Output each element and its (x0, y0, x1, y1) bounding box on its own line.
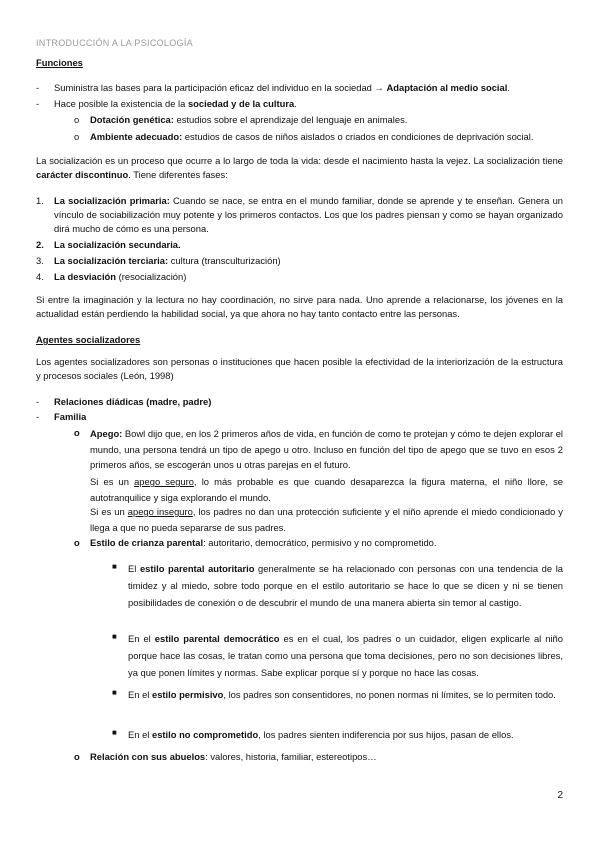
crianza-item: Estilo de crianza parental: autoritario, democrático, permisivo y no comprometido. (90, 537, 437, 548)
bullet-dash: - (36, 98, 40, 109)
style-democratic: En el estilo parental democrático es en el cual, los padres o un cuidador, eligen explicarle al niño porque hace las cosas, le tratan como una persona que toma decisiones, pero no son decisiones libres, ya que ponen límites y normas. Sabe explicar porque sí y porque no hace las cosas. (128, 633, 563, 678)
bullet-circle: o (74, 751, 80, 762)
phase-number: 1. (36, 195, 44, 206)
page-header: INTRODUCCIÓN A LA PSICOLOGÍA (36, 38, 193, 48)
bullet-dash: - (36, 82, 40, 93)
page-number: 2 (557, 790, 563, 801)
section-heading-agentes: Agentes socializadores (36, 334, 141, 345)
bullet-circle: o (74, 131, 80, 142)
agentes-dash-1: Relaciones diádicas (madre, padre) (54, 396, 212, 407)
bullet-square: ■ (112, 632, 117, 641)
funciones-item-2: Hace posible la existencia de la sociedad y de la cultura. (54, 98, 297, 109)
phase-number: 3. (36, 255, 44, 266)
style-permissive: En el estilo permisivo, los padres son consentidores, no ponen normas ni límites, se lo permiten todo. (128, 689, 556, 700)
style-uncommitted: En el estilo no comprometido, los padres sienten indiferencia por sus hijos, pasan de ellos. (128, 729, 514, 740)
imagination-paragraph: Si entre la imaginación y la lectura no hay coordinación, no sirve para nada. Uno aprende a relacionarse, los jóvenes en la actualidad están perdiendo la habilidad social, ya que ahora no hay tanto contacto entre las personas. (36, 294, 563, 319)
bullet-dash: - (36, 396, 40, 407)
style-authoritarian: El estilo parental autoritario generalmente se ha relacionado con personas con una tendencia de la timidez y al miedo, sobre todo porque en el estilo autoritario se hace lo que se dicen y ni se tienen posibilidades de conexión o de descubrir el mundo de una manera abierta sin temor al castigo. (128, 563, 563, 608)
bullet-circle: o (74, 114, 80, 125)
agentes-intro: Los agentes socializadores son personas o instituciones que hacen posible la efectividad de la interiorización de la estructura y procesos sociales (León, 1998) (36, 356, 563, 381)
phase-item-3: La socialización terciaria: cultura (transculturización) (54, 255, 281, 266)
phase-number: 4. (36, 271, 44, 282)
socialization-paragraph: La socialización es un proceso que ocurre a lo largo de toda la vida: desde el nacimiento hasta la vejez. La socialización tiene carácter discontinuo. Tiene diferentes fases: (36, 155, 563, 180)
funciones-subitem-1: Dotación genética: estudios sobre el aprendizaje del lenguaje en animales. (90, 114, 408, 125)
apego-inseguro-paragraph: Si es un apego inseguro, los padres no dan una protección suficiente y el niño aprende el miedo condicionado y llega a que no pueda separarse de sus padres. (90, 506, 563, 533)
phase-number: 2. (36, 239, 44, 250)
bullet-square: ■ (112, 728, 117, 737)
phase-item-1: La socialización primaria: Cuando se nace, se entra en el mundo familiar, donde se aprende y te enseñan. Genera un vínculo de sociabilización muy potente y los primeros contactos. Los que los padres piensan y como se hayan organizado dirá mucho de cómo es una persona. (54, 195, 564, 234)
phase-item-4: La desviación (resocialización) (54, 271, 187, 282)
apego-paragraph: Apego: Bowl dijo que, en los 2 primeros años de vida, en función de como te protejan y cómo te dejen explorar el mundo, una persona tendrá un tipo de apego u otro. Incluso en función del tipo de apego que se tuvo en esos 2 primeros años, se escogerán unos u otras parejas en el futuro. (90, 428, 563, 470)
apego-seguro-paragraph: Si es un apego seguro, lo más probable es que cuando desaparezca la figura materna, el niño llore, se autotranquilice y siga explorando el mundo. (90, 476, 563, 503)
funciones-subitem-2: Ambiente adecuado: estudios de casos de niños aislados o criados en condiciones de deprivación social. (90, 131, 534, 142)
agentes-dash-2: Familia (54, 411, 87, 422)
section-heading-funciones: Funciones (36, 57, 83, 68)
bullet-circle: o (74, 537, 80, 548)
bullet-dash: - (36, 411, 40, 422)
funciones-item-1: Suministra las bases para la participación eficaz del individuo en la sociedad → Adaptación al medio social. (54, 82, 510, 93)
bullet-circle: o (74, 427, 80, 438)
bullet-square: ■ (112, 688, 117, 697)
phase-item-2: La socialización secundaria. (54, 239, 181, 250)
abuelos-item: Relación con sus abuelos: valores, historia, familiar, estereotipos… (90, 751, 377, 762)
bullet-square: ■ (112, 562, 117, 571)
